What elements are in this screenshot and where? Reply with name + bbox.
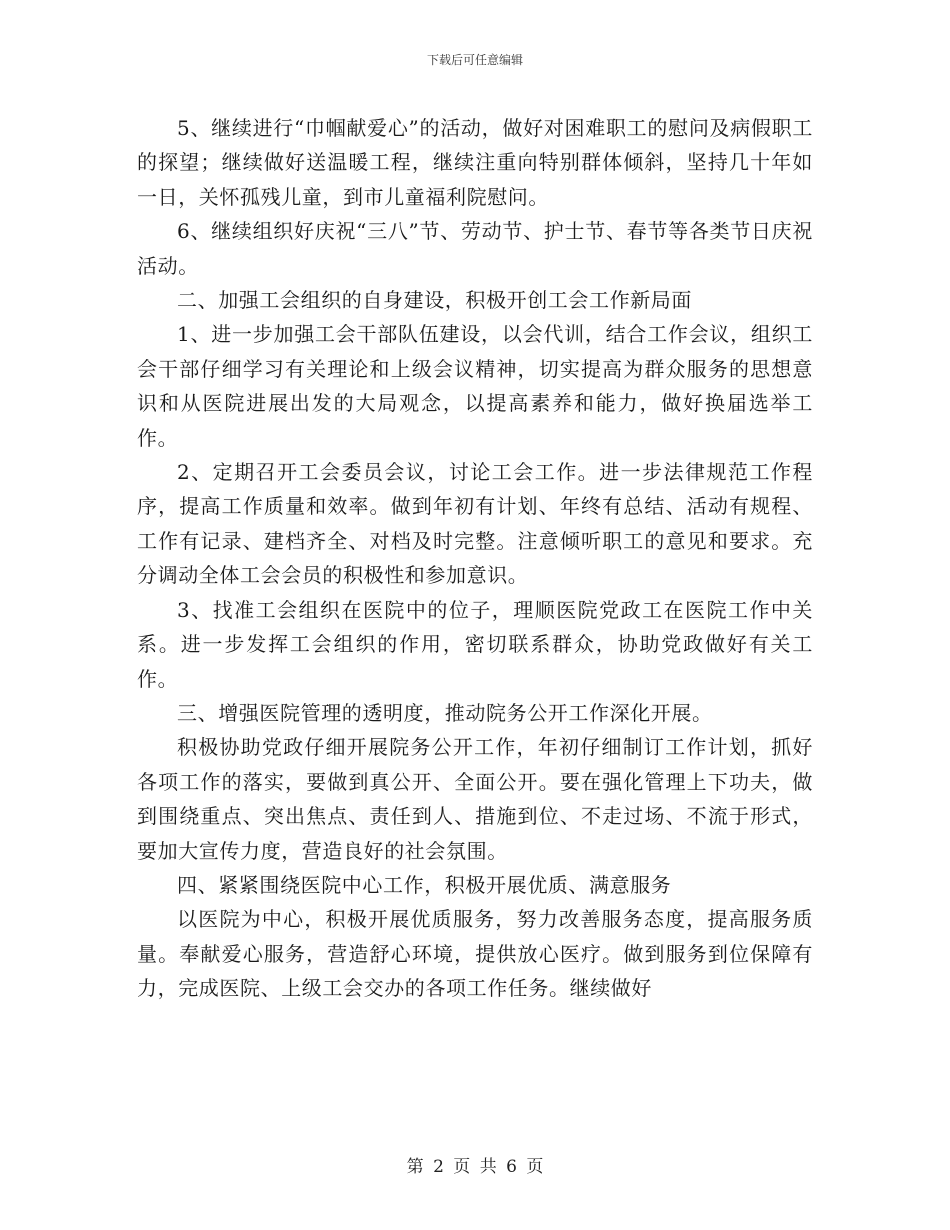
- paragraph-item-3: 3、找准工会组织在医院中的位子，理顺医院党政工在医院工作中关系。进一步发挥工会组织的作用，密切联系群众，协助党政做好有关工作。: [137, 597, 813, 691]
- paragraph-body: 以医院为中心，积极开展优质服务，努力改善服务态度，提高服务质量。奉献爱心服务，营造舒心环境，提供放心医疗。做到服务到位保障有力，完成医院、上级工会交办的各项工作任务。继续做好: [137, 907, 813, 1001]
- section-heading-4: 四、紧紧围绕医院中心工作，积极开展优质、满意服务: [177, 872, 672, 897]
- page-header-note: 下载后可任意编辑: [426, 53, 523, 67]
- document-body: [137, 111, 813, 1006]
- section-heading-3: 三、增强医院管理的透明度，推动院务公开工作深化开展。: [177, 700, 713, 725]
- paragraph-item-2: 2、定期召开工会委员会议，讨论工会工作。进一步法律规范工作程序，提高工作质量和效率。做到年初有计划、年终有总结、活动有规程、工作有记录、建档齐全、对档及时完整。注意倾听职工的意见和要求。充分调动全体工会会员的积极性和参加意识。: [137, 460, 813, 588]
- section-heading-2: 二、加强工会组织的自身建设，积极开创工会工作新局面: [177, 288, 692, 313]
- paragraph-item-1: 1、进一步加强工会干部队伍建设，以会代训，结合工作会议，组织工会干部仔细学习有关理论和上级会议精神，切实提高为群众服务的思想意识和从医院进展出发的大局观念，以提高素养和能力，做好换届选举工作。: [137, 322, 813, 450]
- paragraph-item-5: 5、继续进行“巾帼献爱心”的活动，做好对困难职工的慰问及病假职工的探望；继续做好送温暖工程，继续注重向特别群体倾斜，坚持几十年如一日，关怀孤残儿童，到市儿童福利院慰问。: [137, 116, 813, 209]
- paragraph-body: 积极协助党政仔细开展院务公开工作，年初仔细制订工作计划，抓好各项工作的落实，要做到真公开、全面公开。要在强化管理上下功夫，做到围绕重点、突出焦点、责任到人、措施到位、不走过场、不流于形式，要加大宣传力度，营造良好的社会氛围。: [137, 735, 813, 863]
- paragraph-item-6: 6、继续组织好庆祝“三八”节、劳动节、护士节、春节等各类节日庆祝活动。: [137, 219, 813, 278]
- page-number-footer: 第 2 页 共 6 页: [406, 1157, 544, 1177]
